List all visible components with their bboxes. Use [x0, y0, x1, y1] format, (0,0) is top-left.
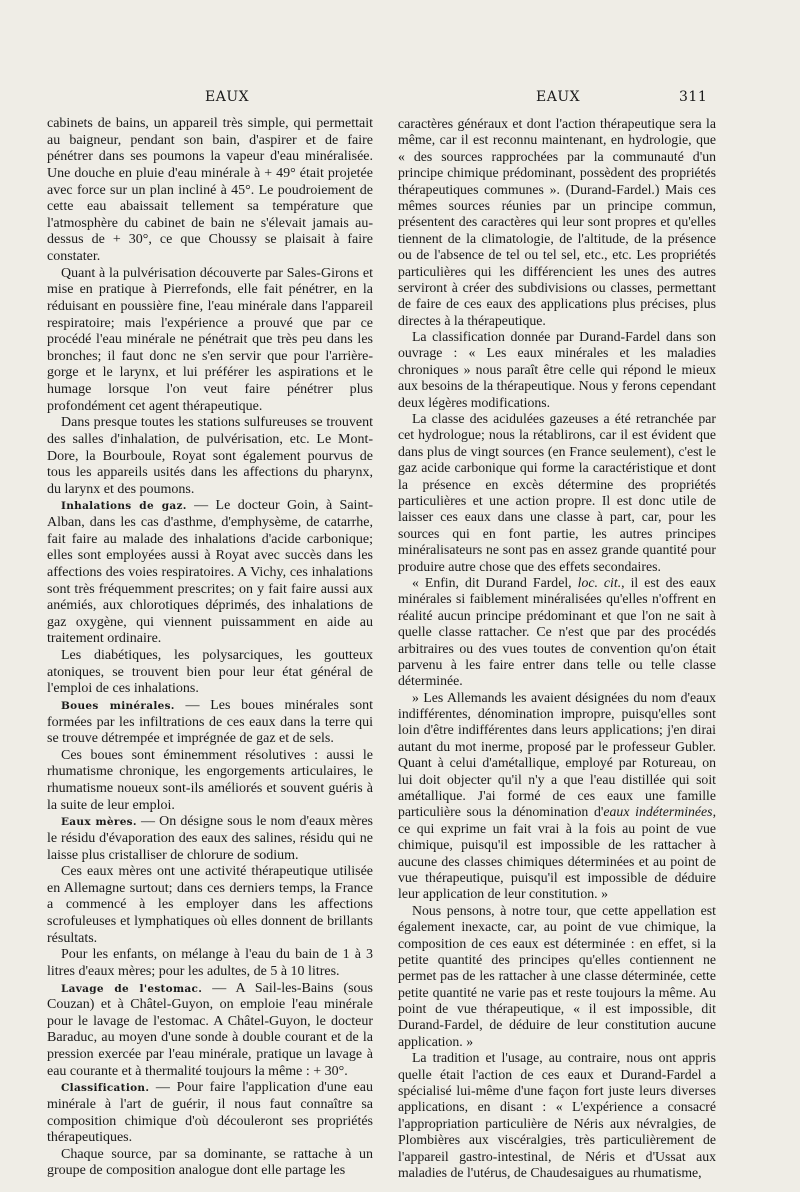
paragraph-text: — Pour faire l'application d'une eau minérale à l'art de guérir, il nous faut connaître sa composition chimique d'où découleront ses propriétés thérapeutiques.	[47, 1080, 373, 1146]
section-rubric: Eaux mères.	[61, 816, 137, 829]
paragraph: La classification donnée par Durand-Fardel dans son ouvrage : « Les eaux minérales et les maladies chroniques » nous paraît être celle qui répond le mieux aux besoins de la thérapeutique. Nous y ferons cependant deux légères modifications.	[398, 329, 716, 410]
italic-term: eaux indéterminées	[603, 804, 713, 820]
paragraph-text: « Enfin, dit Durand Fardel,	[412, 574, 578, 590]
paragraph	[47, 981, 373, 1081]
paragraph-text: » Les Allemands les avaient désignées du nom d'eaux indifférentes, dénomination impropre, puisqu'elles sont loin d'être indifférentes dans leurs applications; j'en dirai autant du mot inerme, proposé par le professeur Gubler. Quant à celui d'amétallique, employé par Rotureau, on lui doit objecter qu'il n'y a que l'eau distillée qui soit amétallique. J'ai formé de ces eaux une famille particulière sous la dénomination d'	[398, 689, 716, 820]
paragraph: cabinets de bains, un appareil très simple, qui permettait au baigneur, pendant son bain, d'aspirer et de faire pénétrer dans ses poumons la vapeur d'eau minéralisée. Une douche en pluie d'eau minérale à + 49° était projetée avec force sur un plan incliné à 45°. Le poudroiement de cette eau abaissait tellement sa température que l'atmosphère du cabinet de bain ne s'élevait jamais au-dessus de + 30°, ce que Choussy se plaisait à faire constater.	[47, 116, 373, 264]
section-rubric: Inhalations de gaz.	[61, 500, 187, 513]
paragraph-text: , il est des eaux minérales si faiblement minéralisées qu'elles n'offrent en réalité aucun principe prédominant et que l'on ne sait à quelle classe rattacher. Ce n'est que par des procédés arbitraires ou des vues toutes de convention qu'on était parvenu à les faire entrer dans telle ou telle classe déterminée.	[398, 574, 716, 689]
section-rubric: Lavage de l'estomac.	[61, 982, 203, 995]
paragraph-text: — Les boues minérales sont formées par les infiltrations de ces eaux dans la terre qui se trouve détrempée et imprégnée de gaz et de sels.	[47, 697, 373, 747]
paragraph: Pour les enfants, on mélange à l'eau du bain de 1 à 3 litres d'eaux mères; pour les adultes, de 5 à 10 litres.	[47, 947, 373, 979]
paragraph-text: — Le docteur Goin, à Saint-Alban, dans les cas d'asthme, d'emphysème, de catarrhe, fait faire au malade des inhalations d'acide carbonique; elles sont employées aussi à Royat avec succès dans les affections des voies respiratoires. A Vichy, ces inhalations sont très fréquemment prescrites; on y fait faire aussi aux anémiés, aux chlorotiques déprimés, des inhalations de gaz oxygène, qui viennent puissamment en aide au traitement ordinaire.	[47, 498, 373, 647]
paragraph	[398, 575, 716, 690]
paragraph: Les diabétiques, les polysarciques, les goutteux atoniques, se trouvent bien pour leur état général de l'emploi de ces inhalations.	[47, 648, 373, 697]
left-column	[47, 116, 373, 1180]
paragraph-text: , ce qui exprime un fait vrai à la fois au point de vue chimique, puisqu'il est impossible de les rattacher à aucune des classes chimiques déterminées et au point de vue thérapeutique, puisqu'il est impossible de déduire leur application de leur constitution. »	[398, 804, 717, 902]
italic-citation: loc. cit.	[577, 574, 622, 590]
paragraph	[398, 690, 716, 903]
section-rubric: Boues minérales.	[61, 699, 175, 712]
paragraph: Nous pensons, à notre tour, que cette appellation est également inexacte, car, au point de vue chimique, la composition de ces eaux est déterminée : en effet, si la petite quantité des principes qu'elles contiennent ne permet pas de les rattacher à une classe déterminée, cette petite quantité ne varie pas et reste toujours la même. Au point de vue thérapeutique, « il est impossible, dit Durand-Fardel, de déduire de leur constitution aucune application. »	[398, 902, 716, 1049]
paragraph: Ces eaux mères ont une activité thérapeutique utilisée en Allemagne surtout; dans ces derniers temps, la France a commencé à les employer dans les affections scrofuleuses et lymphatiques où elles donnent de brillants résultats.	[47, 864, 373, 946]
paragraph	[47, 814, 373, 864]
paragraph: Chaque source, par sa dominante, se rattache à un groupe de composition analogue dont elle partage les	[47, 1146, 373, 1179]
paragraph: La tradition et l'usage, au contraire, nous ont appris quelle était l'action de ces eaux et Durand-Fardel a spécialisé lui-même d'une façon fort juste leurs diverses applications, en disant : « L'expérience a consacré l'appropriation particulière de Néris aux névralgies, de Plombières aux viscéralgies, très particulièrement de l'appareil gastro-intestinal, de Néris et d'Ussat aux maladies de l'utérus, de Chaudesaigues au rhumatisme,	[398, 1050, 716, 1180]
paragraph	[47, 498, 373, 648]
paragraph-text: — A Sail-les-Bains (sous Couzan) et à Châtel-Guyon, on emploie l'eau minérale pour le lavage de l'estomac. A Châtel-Guyon, le docteur Baraduc, au moyen d'une sonde à double courant et de la pression exercée par l'eau minérale, pratique un lavage à eau courante et à thermalité toujours la même : + 30°.	[47, 980, 374, 1079]
paragraph: La classe des acidulées gazeuses a été retranchée par cet hydrologue; nous la rétablirons, car il est évident que dans plus de vingt sources (en France seulement), c'est le gaz acide carbonique qui forme la caractéristique et dont la présence en excès détermine des propriétés particulières et une action propre. Il est donc utile de laisser ces eaux dans une classe à part, car, pour les sources qui en font partie, les autres principes minéralisateurs ne sont pas en assez grande quantité pour produire autre chose que des effets secondaires.	[398, 411, 716, 574]
paragraph: Dans presque toutes les stations sulfureuses se trouvent des salles d'inhalation, de pulvérisation, etc. Le Mont-Dore, la Bourboule, Royat sont également pourvus de tous les appareils usités dans les affections du pharynx, du larynx et des poumons.	[47, 415, 373, 497]
page-number: 311	[679, 89, 708, 105]
paragraph	[47, 698, 373, 748]
paragraph	[47, 1080, 373, 1147]
paragraph-text: — On désigne sous le nom d'eaux mères le résidu d'évaporation des eaux des salines, résidu qui ne laisse plus cristalliser de chlorure de sodium.	[47, 814, 373, 863]
right-running-head: EAUX	[536, 89, 581, 105]
paragraph: caractères généraux et dont l'action thérapeutique sera la même, car il est reconnu maintenant, en hydrologie, que « des sources rapprochées par la communauté d'un principe chimique prédominant, possèdent des propriétés thérapeutiques communes ». (Durand-Fardel.) Mais ces mêmes sources réunies par un principe commun, présentent des caractères qui leur sont propres et qu'elles tiennent de la climatologie, de l'altitude, de la présence ou de l'absence de tel ou tel sel, etc., etc. Les propriétés particulières qui les différencient les unes des autres serviront à créer des subdivisions ou classes, permettant de faire de ces eaux des applications plus précises, plus directes à la thérapeutique.	[398, 116, 716, 328]
paragraph: Quant à la pulvérisation découverte par Sales-Girons et mise en pratique à Pierrefonds, elle fait pénétrer, en la réduisant en poussière fine, l'eau minérale dans l'appareil respiratoire; mais l'expérience a prouvé que par ce procédé l'eau minérale ne pénétrait que très peu dans les bronches; il faut donc ne s'en servir que pour l'arrière-gorge et le larynx, et lui préférer les aspirations et le humage lorsque l'on veut faire pénétrer plus profondément cet agent thérapeutique.	[47, 265, 373, 414]
paragraph: Ces boues sont éminemment résolutives : aussi le rhumatisme chronique, les engorgements articulaires, le rhumatisme noueux sont-ils améliorés et souvent guéris à la suite de leur emploi.	[47, 747, 373, 813]
right-column	[398, 116, 716, 1181]
section-rubric: Classification.	[61, 1082, 150, 1095]
left-running-head: EAUX	[205, 89, 250, 105]
